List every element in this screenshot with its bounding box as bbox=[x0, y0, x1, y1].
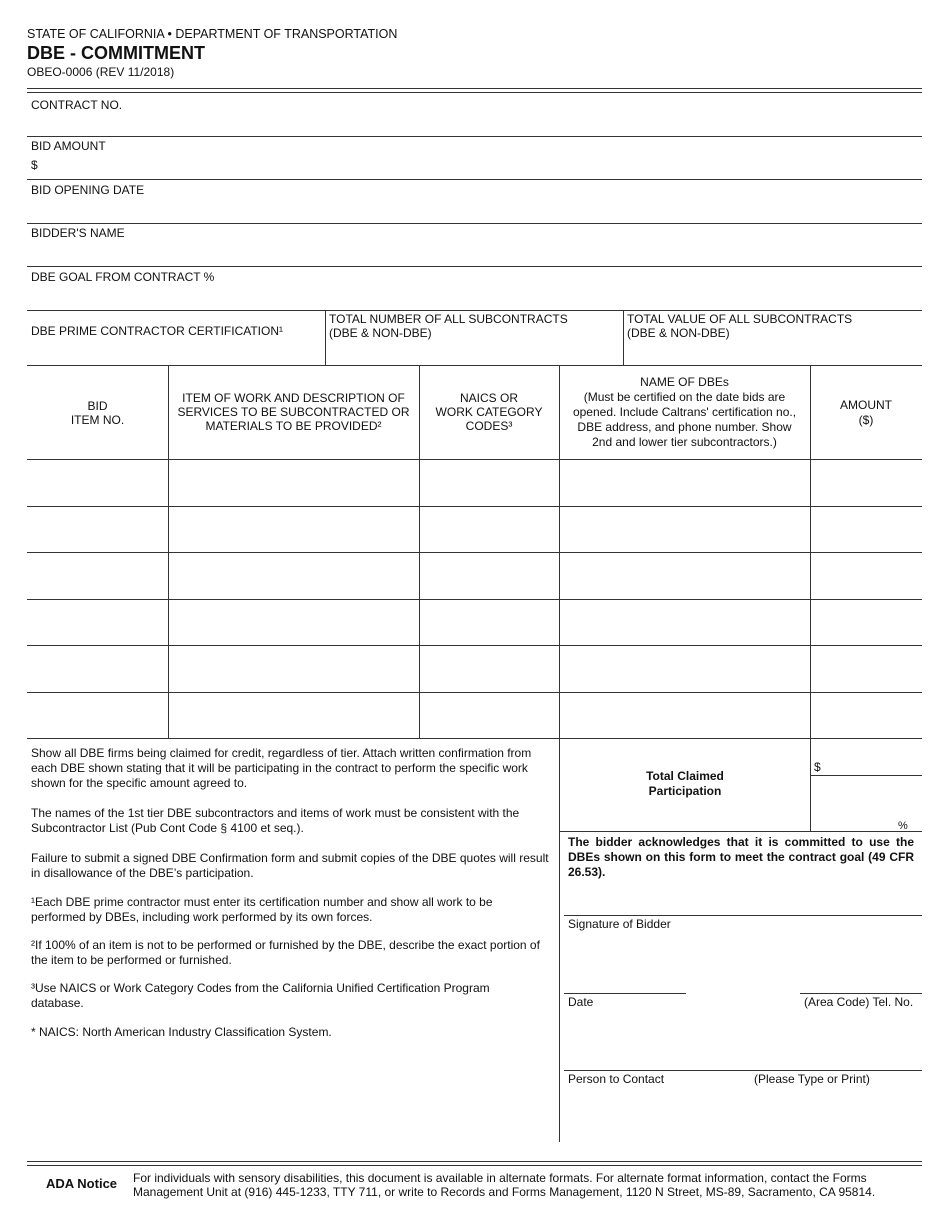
person-to-contact-rule bbox=[564, 1070, 922, 1071]
total-claimed-rule bbox=[560, 831, 922, 832]
col-header-item-line3: MATERIALS TO BE PROVIDED² bbox=[205, 419, 382, 433]
instruction-confirmation-form: Failure to submit a signed DBE Confirmation form and submit copies of the DBE quotes will result in disallowance of the DBE’s participation. bbox=[31, 851, 549, 880]
total-number-field[interactable] bbox=[326, 311, 623, 365]
col-header-item-line2: SERVICES TO BE SUBCONTRACTED OR bbox=[177, 405, 410, 419]
col-header-dbe-line3: opened. Include Caltrans' certification no., bbox=[572, 405, 797, 419]
bid-amount-dollar: $ bbox=[31, 158, 38, 172]
dbe-goal-label: DBE GOAL FROM CONTRACT % bbox=[31, 270, 215, 284]
col-header-bid-item-line1: BID bbox=[87, 399, 108, 413]
col-divider-1 bbox=[168, 366, 169, 738]
total-value-field[interactable] bbox=[624, 311, 922, 365]
cert-row-rule bbox=[27, 365, 922, 366]
col-header-bid-item-line2: ITEM NO. bbox=[70, 413, 125, 427]
col-header-amount-line1: AMOUNT bbox=[840, 398, 892, 412]
bid-opening-date-field[interactable] bbox=[27, 180, 922, 223]
col-header-naics bbox=[419, 391, 559, 433]
table-row-rule bbox=[27, 738, 922, 739]
col-header-naics-line3: CODES³ bbox=[465, 419, 513, 433]
instruction-subcontractor-list: The names of the 1st tier DBE subcontractors and items of work must be consistent with the Subcontractor List (Pub Cont Code § 4100 et seq.). bbox=[31, 806, 520, 835]
col-header-amount-line2: ($) bbox=[858, 413, 874, 427]
footnote-1: ¹Each DBE prime contractor must enter its certification number and show all work to be performed by DBEs, including work performed by its own forces. bbox=[31, 895, 493, 924]
col-header-naics-line1: NAICS OR bbox=[459, 391, 518, 405]
prime-cert-field[interactable] bbox=[27, 311, 325, 365]
total-claimed-percent-field[interactable] bbox=[811, 776, 922, 831]
ada-notice-text: For individuals with sensory disabilities, this document is available in alternate formats. For alternate format information, contact the Forms Management Unit at (916) 445-1233, TTY 711, or write to Records and Forms Management, 1120 N Street, MS-89, Sacramento, CA 95814. bbox=[133, 1171, 876, 1199]
col-header-amount bbox=[810, 398, 922, 428]
footnote-naics: * NAICS: North American Industry Classification System. bbox=[31, 1025, 332, 1039]
total-claimed-percent: % bbox=[898, 820, 908, 832]
instruction-claimed-firms: Show all DBE firms being claimed for credit, regardless of tier. Attach written confirmation from each DBE shown stating that it will be participating in the contract to perform the specific work shown for the specific amount agreed to. bbox=[31, 746, 532, 790]
col-header-dbe-line1: NAME OF DBEs bbox=[640, 375, 729, 389]
form-number: OBEO-0006 (REV 11/2018) bbox=[27, 65, 175, 79]
signature-label: Signature of Bidder bbox=[568, 917, 671, 931]
col-header-dbe-line2: (Must be certified on the date bids are bbox=[583, 390, 786, 404]
footnote-3: ³Use NAICS or Work Category Codes from the California Unified Certification Program database. bbox=[31, 981, 490, 1010]
table-row[interactable] bbox=[27, 646, 922, 692]
col-header-item-description bbox=[168, 391, 419, 433]
tel-rule bbox=[800, 993, 922, 994]
bid-opening-date-label: BID OPENING DATE bbox=[31, 183, 145, 197]
bidder-acknowledgement: The bidder acknowledges that it is committed to use the DBEs shown on this form to meet the contract goal (49 CFR 26.53). bbox=[568, 835, 914, 879]
total-value-sublabel: (DBE & NON-DBE) bbox=[627, 326, 730, 340]
footnote-2: ²If 100% of an item is not to be performed or furnished by the DBE, describe the exact portion of the item to be performed or furnished. bbox=[31, 938, 540, 967]
tel-label: (Area Code) Tel. No. bbox=[804, 995, 914, 1009]
tel-field[interactable] bbox=[800, 958, 922, 992]
total-claimed-line1: Total Claimed bbox=[646, 769, 724, 783]
col-header-naics-line2: WORK CATEGORY bbox=[435, 405, 543, 419]
col-header-dbe-line5: 2nd and lower tier subcontractors.) bbox=[592, 435, 777, 449]
col-divider-3 bbox=[559, 366, 560, 1142]
total-claimed-dollar: $ bbox=[814, 760, 821, 774]
total-number-sublabel: (DBE & NON-DBE) bbox=[329, 326, 432, 340]
bid-amount-label: BID AMOUNT bbox=[31, 139, 106, 153]
table-row[interactable] bbox=[27, 460, 922, 506]
total-claimed-amount-field[interactable] bbox=[811, 739, 922, 775]
table-row[interactable] bbox=[27, 507, 922, 552]
total-value-label: TOTAL VALUE OF ALL SUBCONTRACTS bbox=[627, 312, 853, 326]
prime-cert-label: DBE PRIME CONTRACTOR CERTIFICATION¹ bbox=[31, 324, 284, 338]
col-header-dbe-line4: DBE address, and phone number. Show bbox=[577, 420, 792, 434]
col-header-dbe-name bbox=[559, 375, 810, 450]
total-claimed-label bbox=[560, 769, 810, 799]
bidders-name-field[interactable] bbox=[27, 224, 922, 266]
person-to-contact-label: Person to Contact bbox=[568, 1072, 665, 1086]
col-divider-2 bbox=[419, 366, 420, 738]
bid-amount-field[interactable] bbox=[27, 137, 922, 179]
total-claimed-line2: Participation bbox=[648, 784, 722, 798]
agency-name: STATE OF CALIFORNIA • DEPARTMENT OF TRANSPORTATION bbox=[27, 27, 398, 41]
type-or-print-label: (Please Type or Print) bbox=[754, 1072, 870, 1086]
table-row[interactable] bbox=[27, 600, 922, 645]
person-to-contact-field[interactable] bbox=[564, 1035, 922, 1069]
col-header-item-line1: ITEM OF WORK AND DESCRIPTION OF bbox=[182, 391, 405, 405]
table-row[interactable] bbox=[27, 693, 922, 738]
header-rule-top bbox=[27, 88, 922, 89]
signature-field[interactable] bbox=[564, 880, 922, 914]
signature-rule bbox=[564, 915, 922, 916]
date-rule bbox=[564, 993, 686, 994]
footer-rule-bottom bbox=[27, 1165, 922, 1166]
date-label: Date bbox=[568, 995, 594, 1009]
bidders-name-label: BIDDER'S NAME bbox=[31, 226, 125, 240]
dbe-goal-field[interactable] bbox=[27, 267, 922, 310]
total-number-label: TOTAL NUMBER OF ALL SUBCONTRACTS bbox=[329, 312, 568, 326]
table-row[interactable] bbox=[27, 553, 922, 599]
form-title: DBE - COMMITMENT bbox=[27, 43, 205, 63]
contract-no-label: CONTRACT NO. bbox=[31, 98, 123, 112]
contract-no-field[interactable] bbox=[27, 93, 922, 136]
col-header-bid-item bbox=[27, 399, 168, 427]
footer-rule-top bbox=[27, 1161, 922, 1162]
date-field[interactable] bbox=[564, 958, 686, 992]
ada-notice-title: ADA Notice bbox=[46, 1176, 118, 1191]
